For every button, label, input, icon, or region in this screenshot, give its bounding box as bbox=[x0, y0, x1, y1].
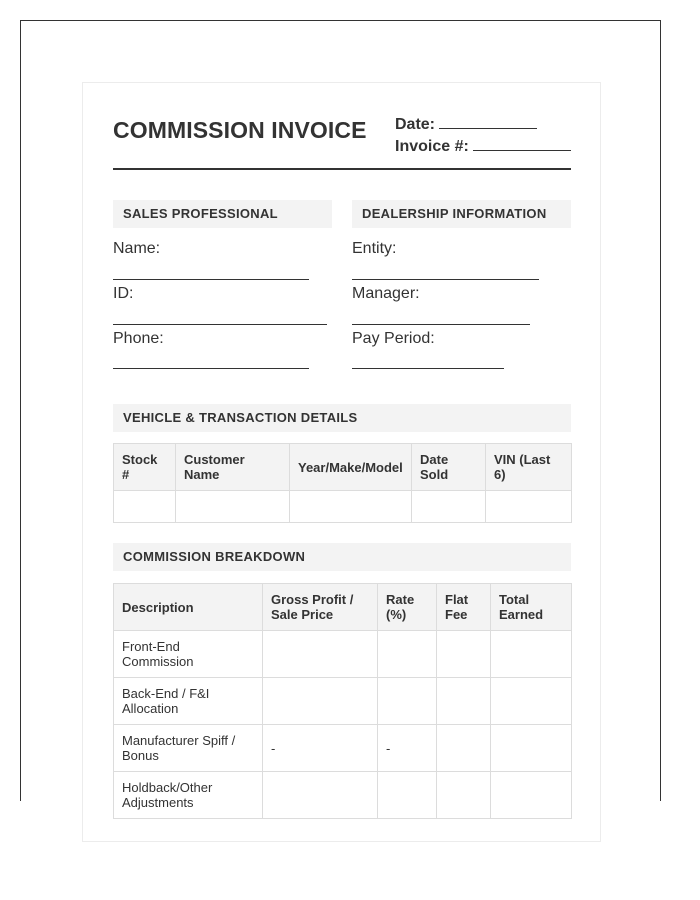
commission-col-header: Description bbox=[114, 584, 263, 631]
commission-description-cell: Front-End Commission bbox=[114, 631, 263, 678]
vehicle-cell[interactable] bbox=[114, 491, 176, 523]
pay-period-line bbox=[352, 368, 504, 369]
table-row bbox=[114, 631, 572, 678]
vehicle-details-heading: VEHICLE & TRANSACTION DETAILS bbox=[113, 404, 571, 432]
commission-description-cell: Back-End / F&I Allocation bbox=[114, 678, 263, 725]
invoice-title: COMMISSION INVOICE bbox=[113, 117, 367, 143]
name-line bbox=[113, 279, 309, 280]
commission-cell[interactable] bbox=[491, 678, 572, 725]
commission-col-header: Total Earned bbox=[491, 584, 572, 631]
id-label: ID: bbox=[113, 285, 134, 302]
commission-col-header: Gross Profit / Sale Price bbox=[263, 584, 378, 631]
invoice-meta bbox=[395, 114, 571, 158]
vehicle-col-header: Year/Make/Model bbox=[290, 444, 412, 491]
name-label: Name: bbox=[113, 240, 161, 257]
commission-cell[interactable] bbox=[437, 772, 491, 819]
invoice-number-label: Invoice #: bbox=[395, 138, 469, 155]
commission-cell[interactable] bbox=[437, 631, 491, 678]
vehicle-col-header: Customer Name bbox=[176, 444, 290, 491]
commission-breakdown-heading: COMMISSION BREAKDOWN bbox=[113, 543, 571, 571]
table-row bbox=[114, 725, 572, 772]
pay-period-label: Pay Period: bbox=[352, 330, 435, 347]
commission-cell[interactable] bbox=[263, 772, 378, 819]
vehicle-header-row bbox=[114, 444, 572, 491]
manager-line bbox=[352, 324, 530, 325]
commission-cell[interactable] bbox=[378, 772, 437, 819]
table-row bbox=[114, 772, 572, 819]
invoice-page bbox=[82, 82, 601, 842]
header-divider bbox=[113, 168, 571, 170]
sales-professional-heading: SALES PROFESSIONAL bbox=[113, 200, 332, 228]
vehicle-cell[interactable] bbox=[290, 491, 412, 523]
commission-cell[interactable] bbox=[491, 772, 572, 819]
commission-cell[interactable] bbox=[378, 678, 437, 725]
table-row bbox=[114, 678, 572, 725]
commission-description-cell: Holdback/Other Adjustments bbox=[114, 772, 263, 819]
entity-line bbox=[352, 279, 539, 280]
vehicle-cell[interactable] bbox=[412, 491, 486, 523]
commission-cell[interactable] bbox=[378, 631, 437, 678]
invoice-number-line bbox=[473, 136, 571, 151]
commission-cell[interactable]: - bbox=[378, 725, 437, 772]
date-row bbox=[395, 114, 571, 136]
manager-label: Manager: bbox=[352, 285, 420, 302]
commission-cell[interactable]: - bbox=[263, 725, 378, 772]
commission-header-row bbox=[114, 584, 572, 631]
commission-cell[interactable] bbox=[491, 631, 572, 678]
vehicle-col-header: VIN (Last 6) bbox=[486, 444, 572, 491]
table-row bbox=[114, 491, 572, 523]
invoice-number-row bbox=[395, 136, 571, 158]
date-line bbox=[439, 114, 537, 129]
commission-cell[interactable] bbox=[263, 631, 378, 678]
id-line bbox=[113, 324, 327, 325]
phone-label: Phone: bbox=[113, 330, 164, 347]
phone-line bbox=[113, 368, 309, 369]
vehicle-cell[interactable] bbox=[486, 491, 572, 523]
commission-cell[interactable] bbox=[491, 725, 572, 772]
vehicle-cell[interactable] bbox=[176, 491, 290, 523]
commission-cell[interactable] bbox=[263, 678, 378, 725]
entity-label: Entity: bbox=[352, 240, 397, 257]
date-label: Date: bbox=[395, 116, 436, 133]
document-frame bbox=[20, 20, 661, 810]
commission-col-header: Flat Fee bbox=[437, 584, 491, 631]
vehicle-col-header: Stock # bbox=[114, 444, 176, 491]
vehicle-table bbox=[113, 443, 572, 523]
commission-description-cell: Manufacturer Spiff / Bonus bbox=[114, 725, 263, 772]
dealership-info-heading: DEALERSHIP INFORMATION bbox=[352, 200, 571, 228]
commission-cell[interactable] bbox=[437, 725, 491, 772]
commission-col-header: Rate (%) bbox=[378, 584, 437, 631]
commission-cell[interactable] bbox=[437, 678, 491, 725]
commission-table bbox=[113, 583, 572, 819]
vehicle-col-header: Date Sold bbox=[412, 444, 486, 491]
